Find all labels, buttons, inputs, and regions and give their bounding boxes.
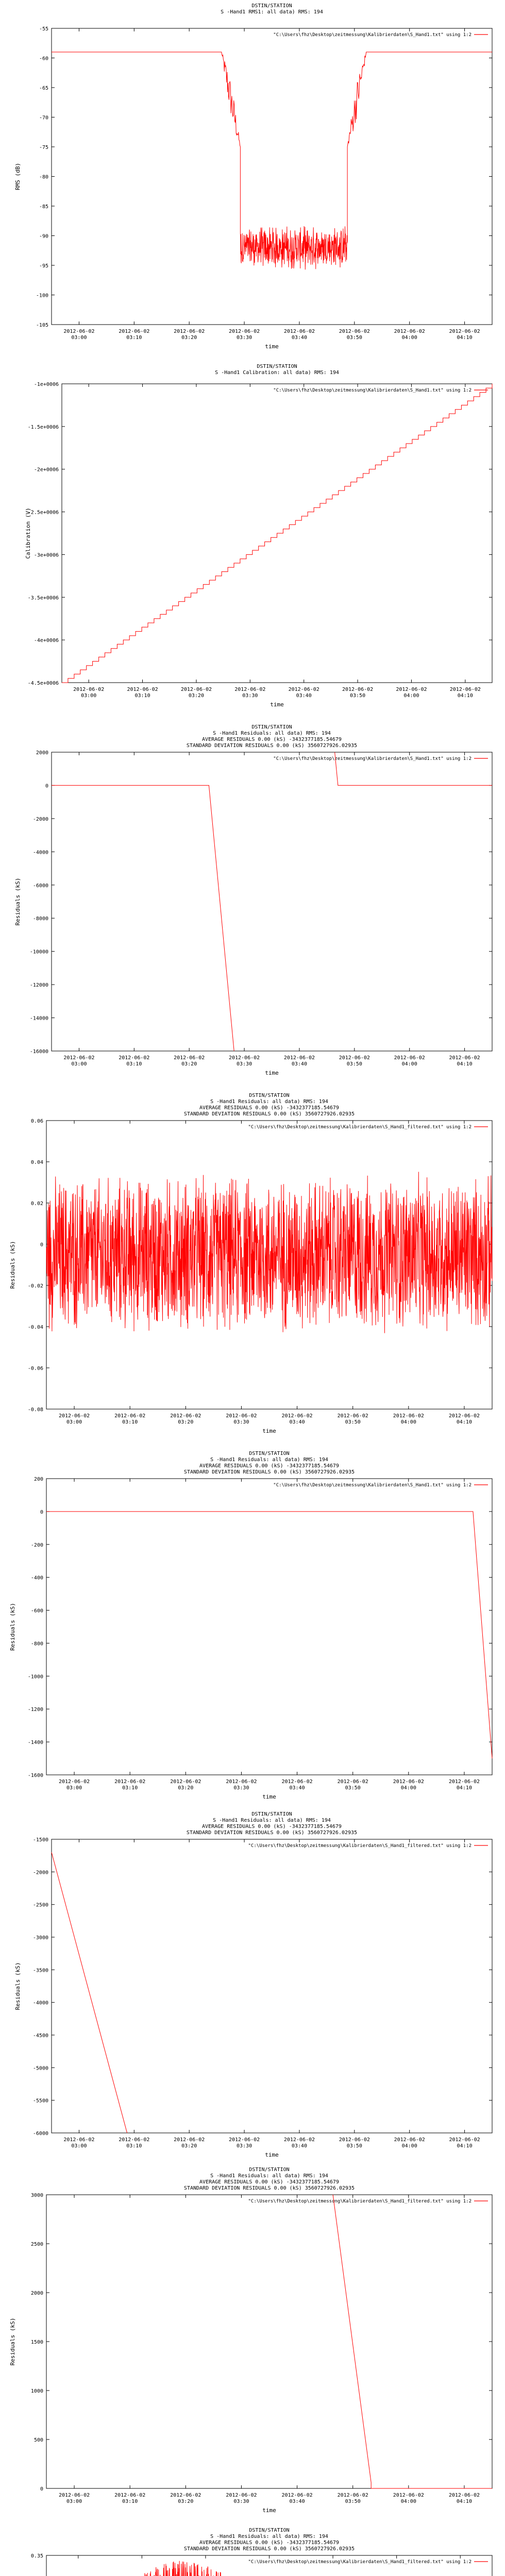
chart-title-line: AVERAGE RESIDUALS 0.00 (kS) -3432377185.54679 (199, 2540, 339, 2546)
y-tick-label: -60 (39, 56, 48, 62)
y-tick-label: -5000 (32, 2065, 48, 2072)
chart-title-line: STANDARD DEVIATION RESIDUALS 0.00 (kS) 3560727926.02935 (183, 1111, 355, 1117)
y-axis-label: Calibration (V) (25, 507, 31, 559)
x-tick-label: 03:40 (289, 1419, 305, 1425)
y-tick-label: -1500 (32, 1837, 48, 1843)
chart-title-line: AVERAGE RESIDUALS 0.00 (kS) -3432377185.54679 (202, 1824, 342, 1829)
plot-frame (52, 752, 492, 1051)
x-axis-label: time (265, 2151, 279, 2158)
y-tick-label: -12000 (29, 982, 48, 989)
chart-title-line: S -Hand1 Residuals: all data) RMS: 194 (210, 1457, 328, 1463)
x-axis-label: time (262, 2507, 276, 2514)
x-tick-label: 2012-06-02 (449, 2137, 480, 2143)
legend-label: "C:\Users\fhz\Desktop\zeitmessung\Kalibrierdaten\S_Hand1.txt" using 1:2 (273, 756, 472, 761)
y-tick-label: 0.02 (30, 1201, 43, 1207)
x-tick-label: 03:50 (346, 1061, 362, 1067)
x-tick-label: 2012-06-02 (281, 2493, 313, 2498)
y-tick-label: -6000 (32, 883, 48, 889)
x-tick-label: 03:10 (122, 1785, 138, 1791)
legend-label: "C:\Users\fhz\Desktop\zeitmessung\Kalibrierdaten\S_Hand1_filtered.txt" using 1:2 (248, 1125, 472, 1130)
x-tick-label: 2012-06-02 (226, 1413, 257, 1419)
y-tick-label: 0.06 (30, 1118, 43, 1124)
x-tick-label: 03:30 (233, 1785, 249, 1791)
y-tick-label: -3.5e+0006 (27, 595, 59, 601)
x-tick-label: 03:20 (178, 1419, 194, 1425)
x-tick-label: 03:10 (126, 1061, 142, 1067)
x-tick-label: 2012-06-02 (73, 687, 105, 692)
y-axis-label: Residuals (kS) (9, 1241, 16, 1289)
y-tick-label: -4000 (32, 2000, 48, 2006)
plot-frame (46, 1479, 492, 1775)
legend-label: "C:\Users\fhz\Desktop\zeitmessung\Kalibrierdaten\S_Hand1_filtered.txt" using 1:2 (248, 2560, 472, 2565)
x-tick-label: 2012-06-02 (283, 329, 315, 334)
y-tick-label: 0 (40, 2486, 43, 2492)
y-tick-label: -75 (39, 145, 48, 150)
y-tick-label: 500 (33, 2437, 43, 2443)
y-tick-label: 2000 (36, 750, 48, 756)
y-tick-label: 0.04 (30, 1160, 43, 1165)
chart-3 (14, 724, 492, 1076)
x-tick-label: 03:00 (66, 1419, 82, 1425)
chart-title-line: STANDARD DEVIATION RESIDUALS 0.00 (kS) 3560727926.02935 (186, 1830, 358, 1836)
plot-frame (52, 1839, 492, 2133)
x-tick-label: 2012-06-02 (281, 1779, 313, 1785)
y-tick-label: -3000 (32, 1935, 48, 1941)
chart-8 (9, 2528, 492, 2576)
x-tick-label: 04:10 (457, 693, 473, 699)
chart-4 (9, 1093, 492, 1434)
x-tick-label: 04:10 (457, 2143, 473, 2149)
x-tick-label: 2012-06-02 (228, 2137, 260, 2143)
x-axis-label: time (270, 701, 284, 708)
y-tick-label: -4.5e+0006 (27, 681, 59, 686)
x-tick-label: 03:10 (122, 2499, 138, 2504)
y-tick-label: -600 (30, 1608, 43, 1614)
y-tick-label: -14000 (29, 1015, 48, 1022)
x-tick-label: 03:00 (66, 2499, 82, 2504)
y-tick-label: -4500 (32, 2033, 48, 2039)
y-tick-label: 0 (40, 1242, 43, 1248)
chart-title-line: S -Hand1 Residuals: all data) RMS: 194 (210, 1099, 328, 1105)
y-tick-label: -105 (36, 323, 48, 328)
x-tick-label: 2012-06-02 (337, 1779, 368, 1785)
x-tick-label: 03:10 (122, 1419, 138, 1425)
y-tick-label: -80 (39, 174, 48, 180)
series-line (52, 52, 492, 269)
x-tick-label: 2012-06-02 (119, 1055, 150, 1061)
x-tick-label: 03:30 (233, 1419, 249, 1425)
x-tick-label: 03:50 (345, 1419, 361, 1425)
x-tick-label: 2012-06-02 (180, 687, 212, 692)
chart-title-line: AVERAGE RESIDUALS 0.00 (kS) -3432377185.54679 (202, 737, 342, 742)
y-tick-label: 3000 (30, 2193, 43, 2198)
chart-7 (9, 2167, 492, 2514)
series-line (333, 2195, 492, 2488)
y-tick-label: -1.5e+0006 (27, 424, 59, 430)
y-tick-label: -3500 (32, 1968, 48, 1974)
y-tick-label: -2000 (32, 1870, 48, 1876)
x-tick-label: 04:00 (401, 2143, 417, 2149)
x-tick-label: 03:30 (237, 335, 252, 341)
y-axis-label: Residuals (kS) (14, 1962, 21, 2010)
legend-label: "C:\Users\fhz\Desktop\zeitmessung\Kalibrierdaten\S_Hand1_filtered.txt" using 1:2 (248, 1843, 472, 1849)
chart-title-line: S -Hand1 Residuals: all data) RMS: 194 (213, 731, 331, 736)
x-tick-label: 03:40 (296, 693, 312, 699)
x-tick-label: 04:00 (400, 2499, 416, 2504)
x-tick-label: 2012-06-02 (58, 1779, 90, 1785)
y-axis-label: Residuals (kS) (9, 1603, 16, 1651)
y-tick-label: -1000 (27, 1674, 43, 1680)
y-tick-label: -3e+0006 (33, 552, 59, 558)
y-tick-label: 0.35 (30, 2553, 43, 2559)
y-tick-label: 0 (40, 1509, 43, 1515)
x-tick-label: 2012-06-02 (337, 2493, 368, 2498)
y-tick-label: 2000 (30, 2291, 43, 2296)
legend-label: "C:\Users\fhz\Desktop\zeitmessung\Kalibrierdaten\S_Hand1_filtered.txt" using 1:2 (248, 2199, 472, 2204)
x-tick-label: 2012-06-02 (170, 1779, 201, 1785)
chart-5 (9, 1451, 492, 1800)
y-tick-label: -0.08 (27, 1407, 43, 1413)
plot-frame (46, 2195, 492, 2488)
x-tick-label: 03:50 (345, 1785, 361, 1791)
x-tick-label: 2012-06-02 (58, 2493, 90, 2498)
y-tick-label: -95 (39, 263, 48, 269)
x-axis-label: time (265, 343, 279, 350)
chart-title-line: DSTIN/STATION (249, 2528, 290, 2533)
y-tick-label: -400 (30, 1575, 43, 1581)
series-line (52, 1852, 127, 2133)
x-tick-label: 04:00 (400, 1785, 416, 1791)
chart-title-line: S -Hand1 Calibration: all data) RMS: 194 (215, 370, 339, 376)
x-tick-label: 03:40 (291, 335, 307, 341)
chart-1 (14, 3, 492, 350)
y-tick-label: -5500 (32, 2098, 48, 2104)
x-tick-label: 03:00 (71, 335, 87, 341)
x-tick-label: 2012-06-02 (393, 1779, 424, 1785)
x-tick-label: 04:10 (456, 1785, 472, 1791)
y-tick-label: -85 (39, 204, 48, 210)
y-tick-label: -800 (30, 1641, 43, 1647)
x-tick-label: 2012-06-02 (393, 2493, 424, 2498)
y-tick-label: -1600 (27, 1773, 43, 1778)
x-tick-label: 03:20 (188, 693, 204, 699)
x-tick-label: 03:30 (233, 2499, 249, 2504)
y-tick-label: -4e+0006 (33, 638, 59, 644)
x-tick-label: 04:00 (401, 1061, 417, 1067)
chart-title-line: AVERAGE RESIDUALS 0.00 (kS) -3432377185.54679 (199, 1463, 339, 1469)
x-tick-label: 03:20 (181, 2143, 197, 2149)
x-tick-label: 2012-06-02 (174, 2137, 205, 2143)
x-tick-label: 03:00 (71, 1061, 87, 1067)
x-tick-label: 04:00 (403, 693, 419, 699)
chart-title-line: DSTIN/STATION (249, 2167, 290, 2173)
x-tick-label: 03:50 (346, 335, 362, 341)
x-tick-label: 2012-06-02 (228, 1055, 260, 1061)
y-tick-label: -2500 (32, 1902, 48, 1908)
y-tick-label: -100 (36, 293, 48, 299)
x-tick-label: 2012-06-02 (226, 2493, 257, 2498)
chart-title-line: S -Hand1 RMS1: all data) RMS: 194 (221, 9, 323, 15)
x-tick-label: 2012-06-02 (174, 329, 205, 334)
x-tick-label: 03:00 (71, 2143, 87, 2149)
chart-6 (14, 1811, 492, 2158)
y-axis-label: Residuals (kS) (9, 2317, 16, 2366)
x-tick-label: 2012-06-02 (170, 1413, 201, 1419)
y-tick-label: -1400 (27, 1740, 43, 1746)
x-tick-label: 03:30 (242, 693, 258, 699)
x-tick-label: 2012-06-02 (174, 1055, 205, 1061)
x-tick-label: 04:10 (456, 2499, 472, 2504)
x-tick-label: 2012-06-02 (396, 687, 427, 692)
x-tick-label: 03:30 (237, 2143, 252, 2149)
x-tick-label: 2012-06-02 (228, 329, 260, 334)
y-tick-label: -8000 (32, 916, 48, 922)
x-axis-label: time (262, 1793, 276, 1800)
y-tick-label: 0 (45, 783, 48, 789)
x-tick-label: 2012-06-02 (448, 1779, 480, 1785)
chart-title-line: S -Hand1 Residuals: all data) RMS: 194 (210, 2173, 328, 2179)
x-tick-label: 2012-06-02 (234, 687, 266, 692)
x-tick-label: 2012-06-02 (339, 2137, 370, 2143)
x-tick-label: 04:10 (457, 335, 473, 341)
x-tick-label: 2012-06-02 (449, 687, 481, 692)
y-tick-label: -200 (30, 1542, 43, 1548)
x-tick-label: 03:10 (126, 335, 142, 341)
x-tick-label: 2012-06-02 (448, 1413, 480, 1419)
x-tick-label: 03:10 (134, 693, 150, 699)
series-line (62, 384, 492, 683)
x-axis-label: time (265, 1070, 279, 1076)
x-tick-label: 04:00 (400, 1419, 416, 1425)
y-tick-label: 1000 (30, 2388, 43, 2394)
plot-frame (52, 28, 492, 325)
x-tick-label: 03:20 (178, 2499, 194, 2504)
x-tick-label: 2012-06-02 (114, 1779, 146, 1785)
x-tick-label: 03:30 (237, 1061, 252, 1067)
x-tick-label: 2012-06-02 (394, 329, 425, 334)
x-tick-label: 2012-06-02 (63, 1055, 95, 1061)
y-tick-label: -16000 (29, 1049, 48, 1055)
x-tick-label: 2012-06-02 (337, 1413, 368, 1419)
y-tick-label: -0.04 (27, 1325, 43, 1330)
x-tick-label: 03:40 (289, 1785, 305, 1791)
x-tick-label: 2012-06-02 (119, 329, 150, 334)
chart-title-line: STANDARD DEVIATION RESIDUALS 0.00 (kS) 3560727926.02935 (183, 2546, 355, 2552)
x-tick-label: 2012-06-02 (170, 2493, 201, 2498)
legend-label: "C:\Users\fhz\Desktop\zeitmessung\Kalibrierdaten\S_Hand1.txt" using 1:2 (273, 388, 472, 393)
x-tick-label: 2012-06-02 (288, 687, 319, 692)
chart-title-line: DSTIN/STATION (251, 1811, 292, 1817)
x-tick-label: 03:20 (181, 1061, 197, 1067)
chart-title-line: DSTIN/STATION (251, 724, 292, 730)
x-tick-label: 03:50 (345, 2499, 361, 2504)
legend-label: "C:\Users\fhz\Desktop\zeitmessung\Kalibrierdaten\S_Hand1.txt" using 1:2 (273, 32, 472, 38)
x-tick-label: 2012-06-02 (339, 329, 370, 334)
y-tick-label: -10000 (29, 949, 48, 955)
x-tick-label: 2012-06-02 (339, 1055, 370, 1061)
y-tick-label: 200 (33, 1477, 43, 1482)
chart-title-line: DSTIN/STATION (257, 364, 297, 369)
x-tick-label: 2012-06-02 (342, 687, 374, 692)
x-tick-label: 04:10 (457, 1061, 473, 1067)
chart-title-line: S -Hand1 Residuals: all data) RMS: 194 (213, 1818, 331, 1823)
chart-title-line: STANDARD DEVIATION RESIDUALS 0.00 (kS) 3560727926.02935 (183, 2185, 355, 2191)
y-tick-label: -6000 (32, 2131, 48, 2137)
x-tick-label: 2012-06-02 (63, 2137, 95, 2143)
legend-label: "C:\Users\fhz\Desktop\zeitmessung\Kalibrierdaten\S_Hand1.txt" using 1:2 (273, 1483, 472, 1488)
x-tick-label: 03:40 (291, 2143, 307, 2149)
y-tick-label: -70 (39, 115, 48, 121)
x-tick-label: 2012-06-02 (281, 1413, 313, 1419)
x-tick-label: 03:20 (181, 335, 197, 341)
y-axis-label: RMS (dB) (14, 163, 21, 190)
y-tick-label: -0.06 (27, 1366, 43, 1371)
x-tick-label: 2012-06-02 (58, 1413, 90, 1419)
series-line (46, 1512, 492, 1758)
x-tick-label: 2012-06-02 (63, 329, 95, 334)
x-tick-label: 2012-06-02 (283, 1055, 315, 1061)
y-tick-label: -2000 (32, 816, 48, 822)
x-tick-label: 2012-06-02 (449, 1055, 480, 1061)
x-tick-label: 03:20 (178, 1785, 194, 1791)
x-tick-label: 03:40 (291, 1061, 307, 1067)
y-tick-label: -0.02 (27, 1283, 43, 1289)
x-tick-label: 03:40 (289, 2499, 305, 2504)
y-tick-label: -65 (39, 86, 48, 91)
x-axis-label: time (262, 1428, 276, 1434)
x-tick-label: 2012-06-02 (448, 2493, 480, 2498)
chart-title-line: S -Hand1 Residuals: all data) RMS: 194 (210, 2534, 328, 2539)
x-tick-label: 2012-06-02 (226, 1779, 257, 1785)
series-line (46, 1172, 492, 1333)
y-tick-label: -4000 (32, 850, 48, 856)
chart-title-line: STANDARD DEVIATION RESIDUALS 0.00 (kS) 3560727926.02935 (183, 1469, 355, 1475)
x-tick-label: 2012-06-02 (449, 329, 480, 334)
y-axis-label: Residuals (kS) (14, 877, 21, 926)
x-tick-label: 03:50 (350, 693, 366, 699)
y-tick-label: -90 (39, 233, 48, 240)
x-tick-label: 2012-06-02 (114, 1413, 146, 1419)
y-tick-label: -2e+0006 (33, 467, 59, 473)
y-tick-label: 1500 (30, 2340, 43, 2345)
x-tick-label: 03:00 (66, 1785, 82, 1791)
chart-title-line: AVERAGE RESIDUALS 0.00 (kS) -3432377185.54679 (199, 1105, 339, 1111)
chart-title-line: AVERAGE RESIDUALS 0.00 (kS) -3432377185.54679 (199, 2179, 339, 2185)
x-tick-label: 2012-06-02 (119, 2137, 150, 2143)
series-line (52, 752, 492, 1051)
x-tick-label: 2012-06-02 (127, 687, 158, 692)
chart-title-line: DSTIN/STATION (251, 3, 292, 9)
chart-title-line: DSTIN/STATION (249, 1451, 290, 1456)
y-tick-label: -2.5e+0006 (27, 510, 59, 516)
x-tick-label: 2012-06-02 (394, 2137, 425, 2143)
chart-title-line: STANDARD DEVIATION RESIDUALS 0.00 (kS) 3560727926.02935 (186, 743, 358, 749)
x-tick-label: 04:10 (456, 1419, 472, 1425)
x-tick-label: 2012-06-02 (283, 2137, 315, 2143)
x-tick-label: 03:50 (346, 2143, 362, 2149)
x-tick-label: 03:10 (126, 2143, 142, 2149)
x-tick-label: 2012-06-02 (394, 1055, 425, 1061)
chart-title-line: DSTIN/STATION (249, 1093, 290, 1098)
y-tick-label: -55 (39, 26, 48, 32)
x-tick-label: 04:00 (401, 335, 417, 341)
y-tick-label: -1200 (27, 1707, 43, 1713)
x-tick-label: 2012-06-02 (114, 2493, 146, 2498)
chart-2 (25, 364, 492, 708)
x-tick-label: 03:00 (81, 693, 97, 699)
y-tick-label: -1e+0006 (33, 382, 59, 387)
y-tick-label: 2500 (30, 2242, 43, 2247)
x-tick-label: 2012-06-02 (393, 1413, 424, 1419)
